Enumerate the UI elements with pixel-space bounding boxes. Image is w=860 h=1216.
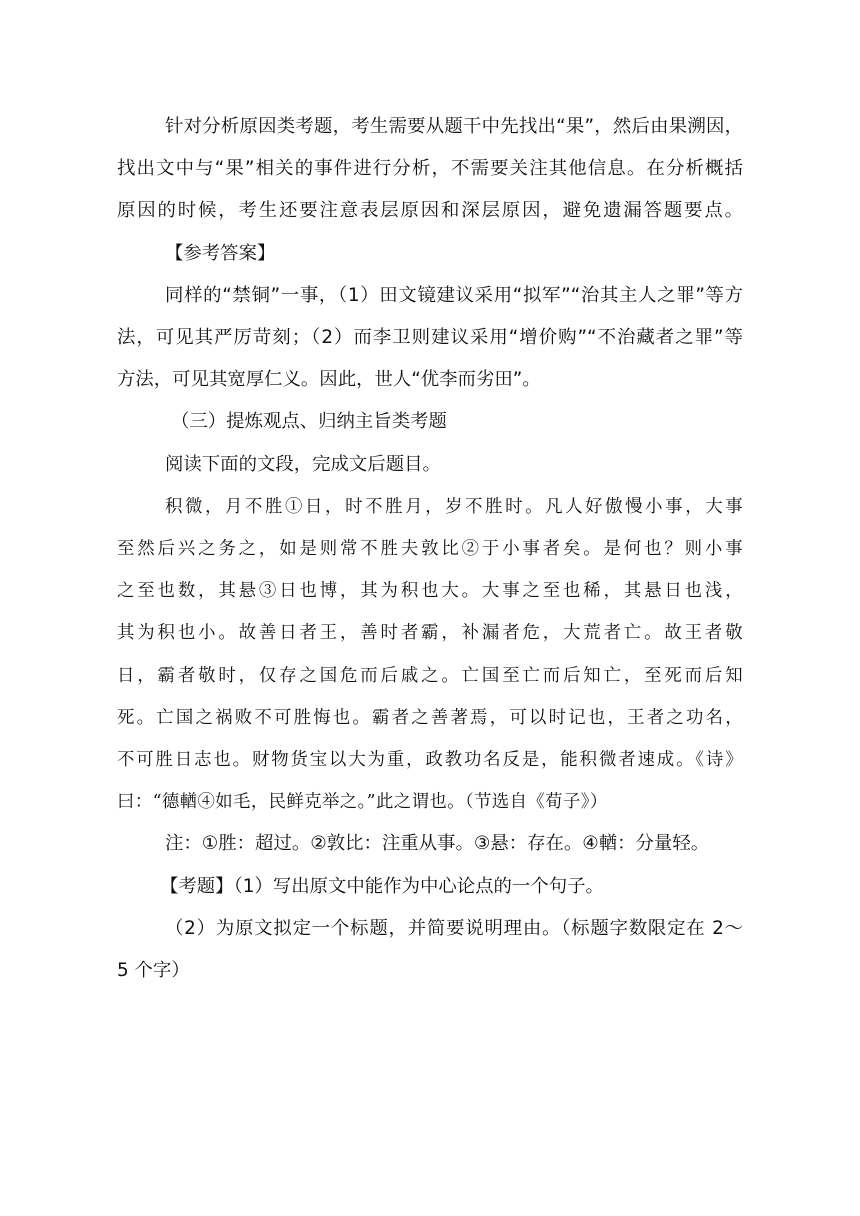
classical-line: 至然后兴之务之，如是则常不胜夫敦比②于小事者矣。是何也？则小事 <box>117 539 743 560</box>
notes-text: 注：①胜：超过。②敦比：注重从事。③悬：存在。④輶：分量轻。 <box>165 833 710 855</box>
analysis-line: 针对分析原因类考题，考生需要从题干中先找出“果”，然后由果溯因， <box>165 116 743 137</box>
question-1: 【考题】（1）写出原文中能作为中心论点的一个句子。 <box>160 875 604 897</box>
analysis-line: 找出文中与“果”相关的事件进行分析，不需要关注其他信息。在分析概括 <box>117 158 743 180</box>
classical-line: 死。亡国之祸败不可胜悔也。霸者之善著焉，可以时记也，王者之功名， <box>117 707 743 728</box>
question-2-line: （2）为原文拟定一个标题，并简要说明理由。（标题字数限定在 2～ <box>165 917 743 939</box>
answer-line: 同样的“禁铜”一事，（1）田文镜建议采用“拟军”“治其主人之罪”等方 <box>165 284 743 306</box>
analysis-paragraph <box>117 106 743 233</box>
instruction-text: 阅读下面的文段，完成文后题目。 <box>165 453 441 475</box>
analysis-line: 原因的时候，考生还要注意表层原因和深层原因，避免遗漏答题要点。 <box>117 200 743 222</box>
answer-paragraph <box>117 275 743 402</box>
document-page <box>117 106 743 992</box>
answer-heading: 【参考答案】 <box>165 242 276 264</box>
section-heading: （三）提炼观点、归纳主旨类考题 <box>171 411 447 433</box>
answer-line: 方法，可见其宽厚仁义。因此，世人“优李而劣田”。 <box>117 369 541 391</box>
question-2 <box>117 908 743 992</box>
classical-line: 积微，月不胜①日，时不胜月，岁不胜时。凡人好傲慢小事，大事 <box>165 496 743 517</box>
classical-line: 曰：“德輶④如毛，民鲜克举之。”此之谓也。（节选自《荀子》） <box>117 792 608 813</box>
answer-line: 法，可见其严厉苛刻；（2）而李卫则建议采用“增价购”“不治藏者之罪”等 <box>117 327 743 349</box>
classical-line: 日，霸者敬时，仅存之国危而后戚之。亡国至亡而后知亡，至死而后知 <box>117 665 743 686</box>
classical-line: 不可胜日志也。财物货宝以大为重，政教功名反是，能积微者速成。《诗》 <box>117 750 743 771</box>
classical-line: 其为积也小。故善日者王，善时者霸，补漏者危，大荒者亡。故王者敬 <box>117 623 743 644</box>
classical-text <box>117 486 743 824</box>
question-2-line: 5 个字） <box>117 960 190 982</box>
classical-line: 之至也数，其悬③日也博，其为积也大。大事之至也稀，其悬日也浅， <box>117 581 743 602</box>
